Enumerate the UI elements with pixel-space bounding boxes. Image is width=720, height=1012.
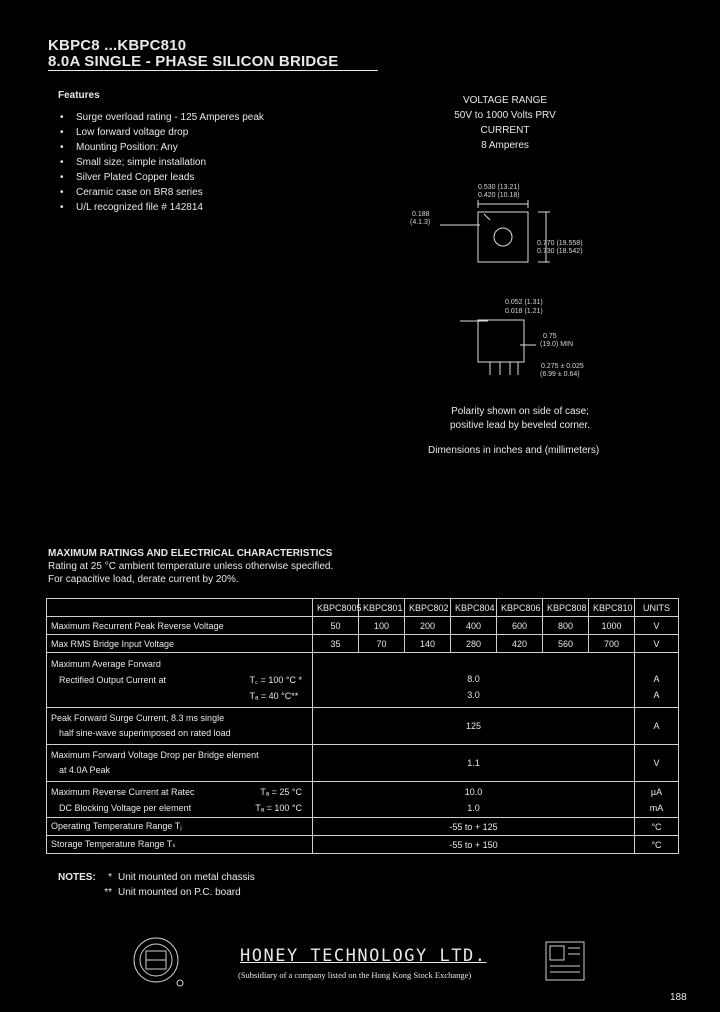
lead-mark [484,214,490,220]
column-header: KBPC8005 [313,599,359,617]
feature-item: • Low forward voltage drop [60,125,360,140]
condition: Tₐ = 25 °C [260,786,302,797]
table-header-row [47,599,679,617]
cell-value: 600 [497,617,543,635]
cell-value: 100 [359,617,405,635]
page-number: 188 [670,992,687,1003]
condition: T꜀ = 100 °C * [249,675,302,685]
row-label-text: DC Blocking Voltage per element [59,802,192,813]
row-label-line: Peak Forward Surge Current, 8.3 ms single [51,713,225,723]
polarity-note-line: Polarity shown on side of case; [451,406,589,417]
model-range-title: KBPC8 ...KBPC810 [48,37,187,54]
cell-value: 35 [313,635,359,653]
polarity-note-line: positive lead by beveled corner. [449,420,591,431]
unit: mA [649,802,664,813]
cell-unit [635,653,679,708]
row-label: Maximum Recurrent Peak Reverse Voltage [47,617,313,635]
voltage-range-label: VOLTAGE RANGE [462,95,548,106]
row-label-line: Maximum Average Forward [51,659,161,669]
cell-value: -55 to + 125 [313,818,635,836]
ratings-heading: MAXIMUM RATINGS AND ELECTRICAL CHARACTERISTICS [48,548,333,559]
certification-logo-icon [542,938,592,988]
value: 8.0 [467,674,480,684]
dim-spacing-a: 0.275 ± 0.025 [541,363,584,370]
ratings-summary [420,93,590,153]
cell-unit [635,782,679,818]
table-row [47,836,679,854]
dim-hole-b: (4.1.3) [410,219,431,226]
page-subtitle: 8.0A SINGLE - PHASE SILICON BRIDGE [48,53,339,70]
dim-lead-len-a: 0.75 [543,333,557,340]
row-label-text: Maximum Reverse Current at Ratec [51,786,195,797]
row-label: Max RMS Bridge Input Voltage [47,635,313,653]
feature-item: • Mounting Position: Any [60,140,360,155]
cell-value: -55 to + 150 [313,836,635,854]
iso-certification-seal-icon [128,935,188,990]
header-rule [48,70,378,71]
cell-unit: A [635,708,679,745]
unit: A [653,690,660,700]
row-label-text: Rectified Output Current at [59,675,167,685]
column-header: KBPC801 [359,599,405,617]
note-marker: ** [104,887,112,898]
cell-value: 560 [543,635,589,653]
cell-value: 125 [313,708,635,745]
table-header-blank [47,599,313,617]
package-body-outline [478,212,528,262]
cell-value: 70 [359,635,405,653]
features-heading: Features [58,90,100,101]
company-name: HONEY TECHNOLOGY LTD. [240,946,487,966]
column-header: KBPC810 [589,599,635,617]
cell-value: 140 [405,635,451,653]
table-row [47,653,679,708]
unit: A [653,674,660,684]
cell-unit: °C [635,836,679,854]
column-header: UNITS [635,599,679,617]
row-label-line: Maximum Forward Voltage Drop per Bridge element [51,750,259,760]
table-row [47,708,679,745]
cell-value: 800 [543,617,589,635]
table-row [47,617,679,635]
dimension-note: Dimensions in inches and (millimeters) [428,445,600,456]
note-text: Unit mounted on metal chassis [118,872,255,883]
dim-width-min: 0.420 (10.18) [478,192,520,199]
feature-item: • Ceramic case on BR8 series [60,185,360,200]
ratings-table [46,598,679,854]
row-label-line: at 4.0A Peak [59,765,111,775]
feature-item: • Silver Plated Copper leads [60,170,360,185]
mounting-hole [494,228,512,246]
row-label-line: half sine-wave superimposed on rated load [59,728,231,738]
ratings-note-line2: For capacitive load, derate current by 20%. [48,574,239,585]
row-label [47,745,313,782]
column-header: KBPC802 [405,599,451,617]
condition: Tₐ = 100 °C [255,802,302,813]
note-text: Unit mounted on P.C. board [118,887,241,898]
table-row [47,635,679,653]
dim-hole-a: 0.188 [412,211,430,218]
dim-lead-len-b: (19.0) MIN [540,341,574,348]
row-conditions [250,672,309,704]
dim-height-b: 0.730 (18.542) [537,248,583,255]
notes-label: NOTES: [58,872,96,883]
value: 10.0 [464,786,483,797]
column-header: KBPC804 [451,599,497,617]
dim-width: 0.530 (13.21) [478,184,520,191]
notes [58,870,255,900]
row-label-line [51,784,308,800]
row-label [47,782,313,818]
package-side-outline [478,320,524,362]
cell-value [313,782,635,818]
cell-value: 1.1 [313,745,635,782]
cell-value: 700 [589,635,635,653]
row-label: Operating Temperature Range Tⱼ [47,818,313,836]
row-label-line [51,800,308,816]
polarity-note [420,405,620,433]
note-marker: * [108,872,112,883]
note-line [58,885,255,900]
cell-value [313,653,635,708]
cell-value: 280 [451,635,497,653]
ratings-note-line1: Rating at 25 °C ambient temperature unless otherwise specified. [48,561,334,572]
value: 3.0 [467,690,480,700]
row-label [47,708,313,745]
cell-value: 400 [451,617,497,635]
cell-unit: °C [635,818,679,836]
row-label [47,653,313,708]
feature-item: • Surge overload rating - 125 Amperes peak [60,110,360,125]
cell-unit: V [635,635,679,653]
feature-item: • Small size; simple installation [60,155,360,170]
current-value: 8 Amperes [481,140,529,151]
table-row [47,745,679,782]
features-list [60,110,360,215]
current-label: CURRENT [480,125,530,136]
dim-spacing-b: (6.99 ± 0.64) [540,371,580,378]
cell-value: 200 [405,617,451,635]
voltage-range-value: 50V to 1000 Volts PRV [454,110,556,121]
column-header: KBPC806 [497,599,543,617]
unit: µA [650,786,663,797]
dim-lead-b: 0.018 (1.21) [505,308,543,315]
cell-unit: V [635,617,679,635]
note-line [58,870,255,885]
subsidiary-note: (Subsidiary of a company listed on the Hong Kong Stock Exchange) [238,970,472,980]
cell-value: 50 [313,617,359,635]
column-header: KBPC808 [543,599,589,617]
dim-height-a: 0.770 (19.558) [537,240,583,247]
cell-value: 420 [497,635,543,653]
row-label-line [51,672,308,704]
condition: Tₐ = 40 °C** [249,691,299,701]
dim-lead-a: 0.052 (1.31) [505,299,543,306]
table-row [47,818,679,836]
cell-unit: V [635,745,679,782]
row-label: Storage Temperature Range Tₛ [47,836,313,854]
value: 1.0 [467,802,480,813]
table-row [47,782,679,818]
cell-value: 1000 [589,617,635,635]
feature-item: • U/L recognized file # 142814 [60,200,360,215]
